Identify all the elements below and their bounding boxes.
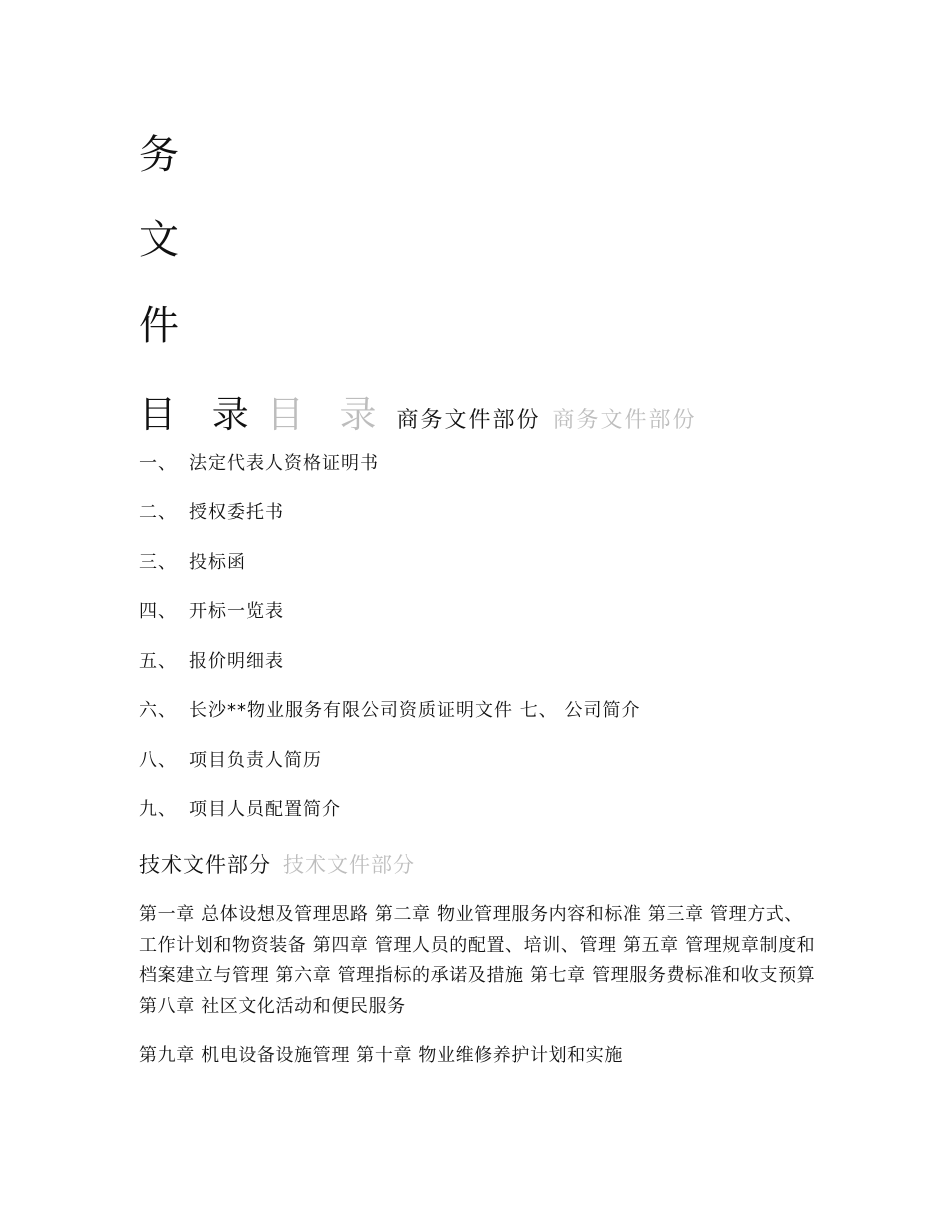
toc-item-number: 三、 [139, 552, 177, 573]
toc-item-number: 四、 [139, 601, 177, 622]
toc-title-shadow: 目 录 [266, 393, 389, 436]
vertical-title-char-3: 件 [139, 303, 179, 349]
toc-item-text: 开标一览表 [189, 601, 284, 622]
toc-item-text: 投标函 [189, 552, 246, 573]
tech-section-title-shadow: 技术文件部分 [283, 853, 415, 877]
toc-item [139, 551, 246, 575]
toc-item-text: 法定代表人资格证明书 [189, 453, 379, 474]
vertical-title-char-2: 文 [139, 217, 179, 263]
toc-item-number: 八、 [139, 750, 177, 771]
tech-section-heading [139, 849, 415, 879]
toc-item-text: 授权委托书 [189, 502, 284, 523]
toc-item-number: 六、 [139, 700, 177, 721]
toc-item [139, 650, 284, 674]
toc-item-number: 一、 [139, 453, 177, 474]
toc-item [139, 699, 640, 723]
tech-chapter-list: 第一章 总体设想及管理思路 第二章 物业管理服务内容和标准 第三章 管理方式、工作计划和物资装备 第四章 管理人员的配置、培训、管理 第五章 管理规章制度和档案建立与管理 第六章 管理指标的承诺及措施 第七章 管理服务费标准和收支预算 第八章 社区文化活动和便民服务 [139, 904, 816, 1017]
toc-heading [139, 384, 697, 438]
toc-item-number: 九、 [139, 799, 177, 820]
toc-item [139, 600, 284, 624]
toc-item-number: 五、 [139, 651, 177, 672]
vertical-title-char-1: 务 [139, 132, 179, 178]
business-section-title-shadow: 商务文件部份 [552, 408, 697, 433]
toc-item [139, 798, 341, 822]
toc-item-text: 项目负责人简历 [189, 750, 322, 771]
business-section-title: 商务文件部份 [396, 408, 541, 433]
toc-item [139, 501, 284, 525]
tech-section-title: 技术文件部分 [139, 853, 271, 877]
toc-item-text: 报价明细表 [189, 651, 284, 672]
toc-item-text: 项目人员配置简介 [189, 799, 341, 820]
toc-item [139, 749, 322, 773]
toc-title: 目 录 [139, 393, 261, 436]
toc-item-number: 二、 [139, 502, 177, 523]
toc-item [139, 452, 379, 476]
tech-chapter-list-continued: 第九章 机电设备设施管理 第十章 物业维修养护计划和实施 [139, 1045, 623, 1066]
toc-item-text: 长沙**物业服务有限公司资质证明文件 七、 公司简介 [189, 700, 641, 721]
